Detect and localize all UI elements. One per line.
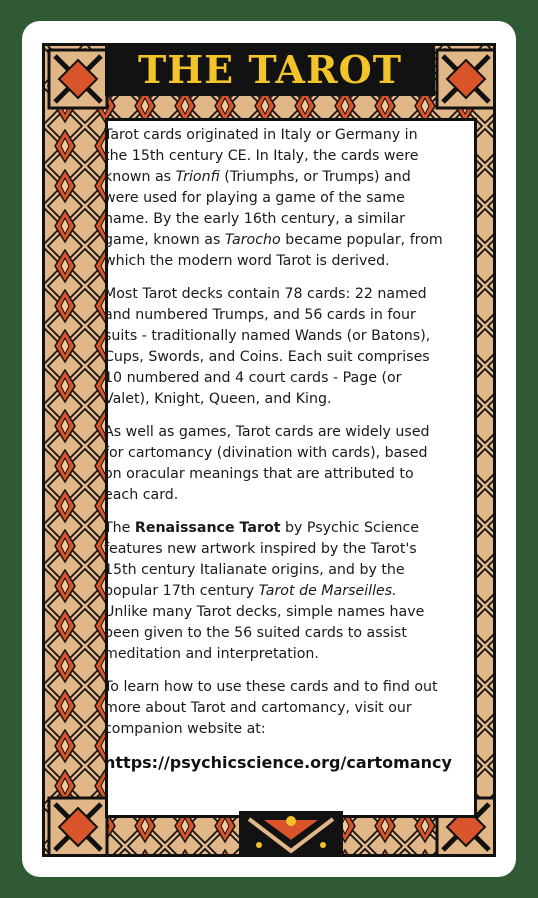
- page-title: THE TAROT: [137, 47, 402, 92]
- crown-emblem-icon: [239, 811, 343, 857]
- corner-top-left-icon: [49, 50, 107, 108]
- website-link[interactable]: https://psychicscience.org/cartomancy: [104, 753, 452, 772]
- paragraph-deck: Most Tarot decks contain 78 cards: 22 named and numbered Trumps, and 56 cards in four suits - traditionally named Wands (or Batons), Cups, Swords, and Coins. Each suit comprises 10 numbered and 4 court cards - Page (or Valet), Knight, Queen, and King.: [104, 286, 431, 407]
- body-text: [104, 125, 452, 773]
- title-bar: [105, 44, 435, 96]
- paragraph-renaissance: The Renaissance Tarot by Psychic Science features new artwork inspired by the Tarot's 15th century Italianate origins, and by the popular 17th century Tarot de Marseilles. Unlike many Tarot decks, simple names have been given to the 56 suited cards to assist meditation and interpretation.: [104, 520, 425, 662]
- paragraph-cartomancy: As well as games, Tarot cards are widely used for cartomancy (divination with cards), based on oracular meanings that are attributed to each card.: [104, 424, 430, 503]
- paragraph-history: Tarot cards originated in Italy or Germany in the 15th century CE. In Italy, the cards were known as Trionfi (Triumphs, or Trumps) and were used for playing a game of the same name. By the early 16th century, a similar game, known as Tarocho became popular, from which the modern word Tarot is derived.: [104, 127, 443, 269]
- paragraph-visit: To learn how to use these cards and to find out more about Tarot and cartomancy, visit our companion website at:: [104, 679, 438, 737]
